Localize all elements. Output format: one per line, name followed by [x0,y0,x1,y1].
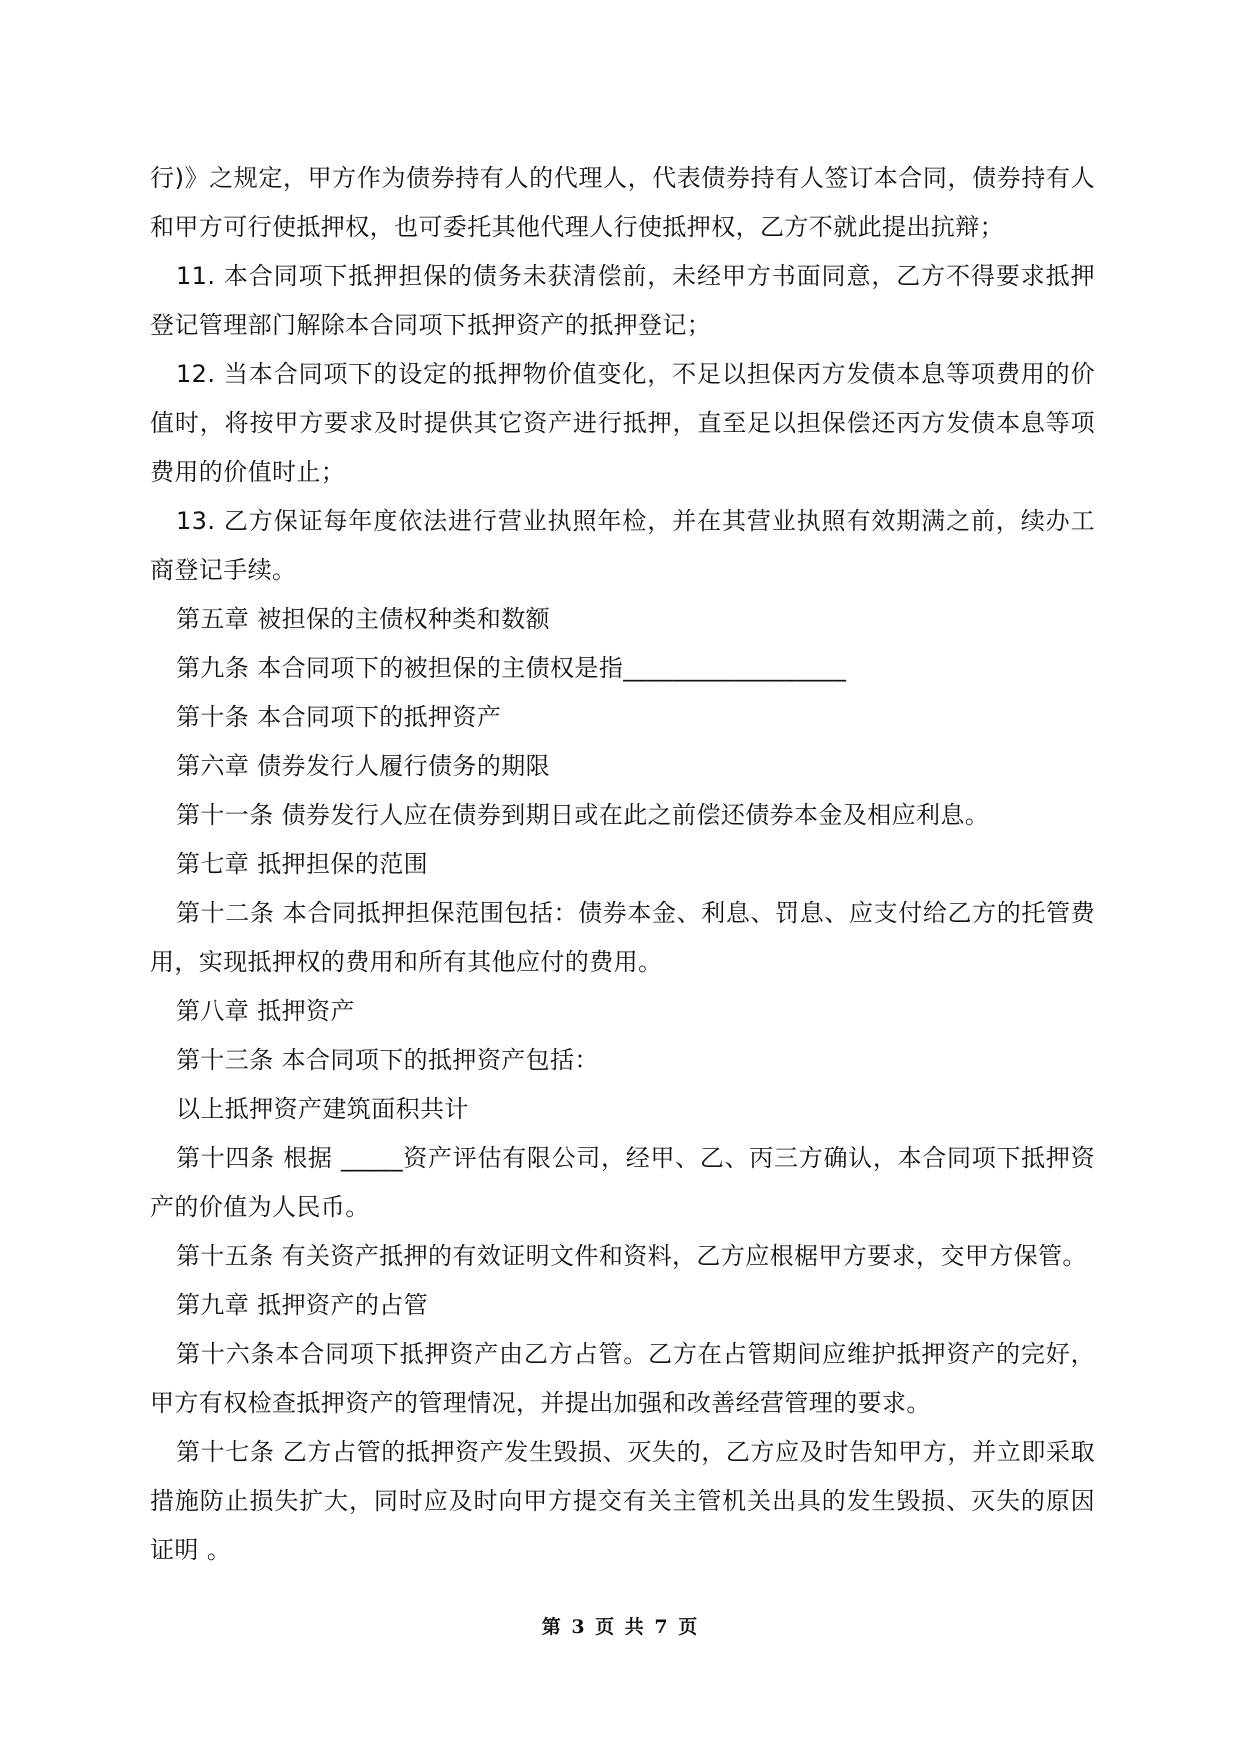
article-13: 第十三条 本合同项下的抵押资产包括： [176,1046,599,1074]
article-12: 第十二条 本合同抵押担保范围包括：债券本金、利息、罚息、应支付给乙方的托管费用，实现抵押权的费用和所有其他应付的费用。 [150,899,1095,976]
clause-item-12: 12. 当本合同项下的设定的抵押物价值变化，不足以担保丙方发债本息等项费用的价值时，将按甲方要求及时提供其它资产进行抵押，直至足以担保偿还丙方发债本息等项费用的价值时止； [150,360,1095,486]
article-10: 第十条 本合同项下的抵押资产 [176,703,502,731]
page-number-footer: 第 3 页 共 7 页 [541,1616,700,1638]
chapter-heading-6: 第六章 债券发行人履行债务的期限 [176,752,551,780]
article-16: 第十六条本合同项下抵押资产由乙方占管。乙方在占管期间应维护抵押资产的完好，甲方有权检查抵押资产的管理情况，并提出加强和改善经营管理的要求。 [150,1340,1095,1417]
chapter-heading-8: 第八章 抵押资产 [176,997,355,1025]
clause-item-13: 13. 乙方保证每年度依法进行营业执照年检，并在其营业执照有效期满之前，续办工商登记手续。 [150,507,1095,584]
article-14: 第十四条 根据 _____资产评估有限公司，经甲、乙、丙三方确认，本合同项下抵押资产的价值为人民币。 [150,1144,1095,1221]
article-17: 第十七条 乙方占管的抵押资产发生毁损、灭失的，乙方应及时告知甲方，并立即采取措施防止损失扩大，同时应及时向甲方提交有关主管机关出具的发生毁损、灭失的原因证明 。 [150,1438,1095,1564]
article-13-area: 以上抵押资产建筑面积共计 [176,1095,469,1123]
chapter-heading-5: 第五章 被担保的主债权种类和数额 [176,605,551,633]
paragraph-continuation: 行)》之规定，甲方作为债券持有人的代理人，代表债券持有人签订本合同，债券持有人和甲方可行使抵押权，也可委托其他代理人行使抵押权，乙方不就此提出抗辩； [150,164,1095,241]
clause-item-11: 11. 本合同项下抵押担保的债务未获清偿前，未经甲方书面同意，乙方不得要求抵押登记管理部门解除本合同项下抵押资产的抵押登记； [150,262,1095,339]
chapter-heading-7: 第七章 抵押担保的范围 [176,850,429,878]
article-11: 第十一条 债券发行人应在债券到期日或在此之前偿还债券本金及相应利息。 [176,801,990,829]
article-9: 第九条 本合同项下的被担保的主债权是指__________________ [176,654,847,682]
chapter-heading-9: 第九章 抵押资产的占管 [176,1291,429,1319]
document-body [150,154,1095,1575]
article-15: 第十五条 有关资产抵押的有效证明文件和资料，乙方应根椐甲方要求，交甲方保管。 [176,1242,1087,1270]
